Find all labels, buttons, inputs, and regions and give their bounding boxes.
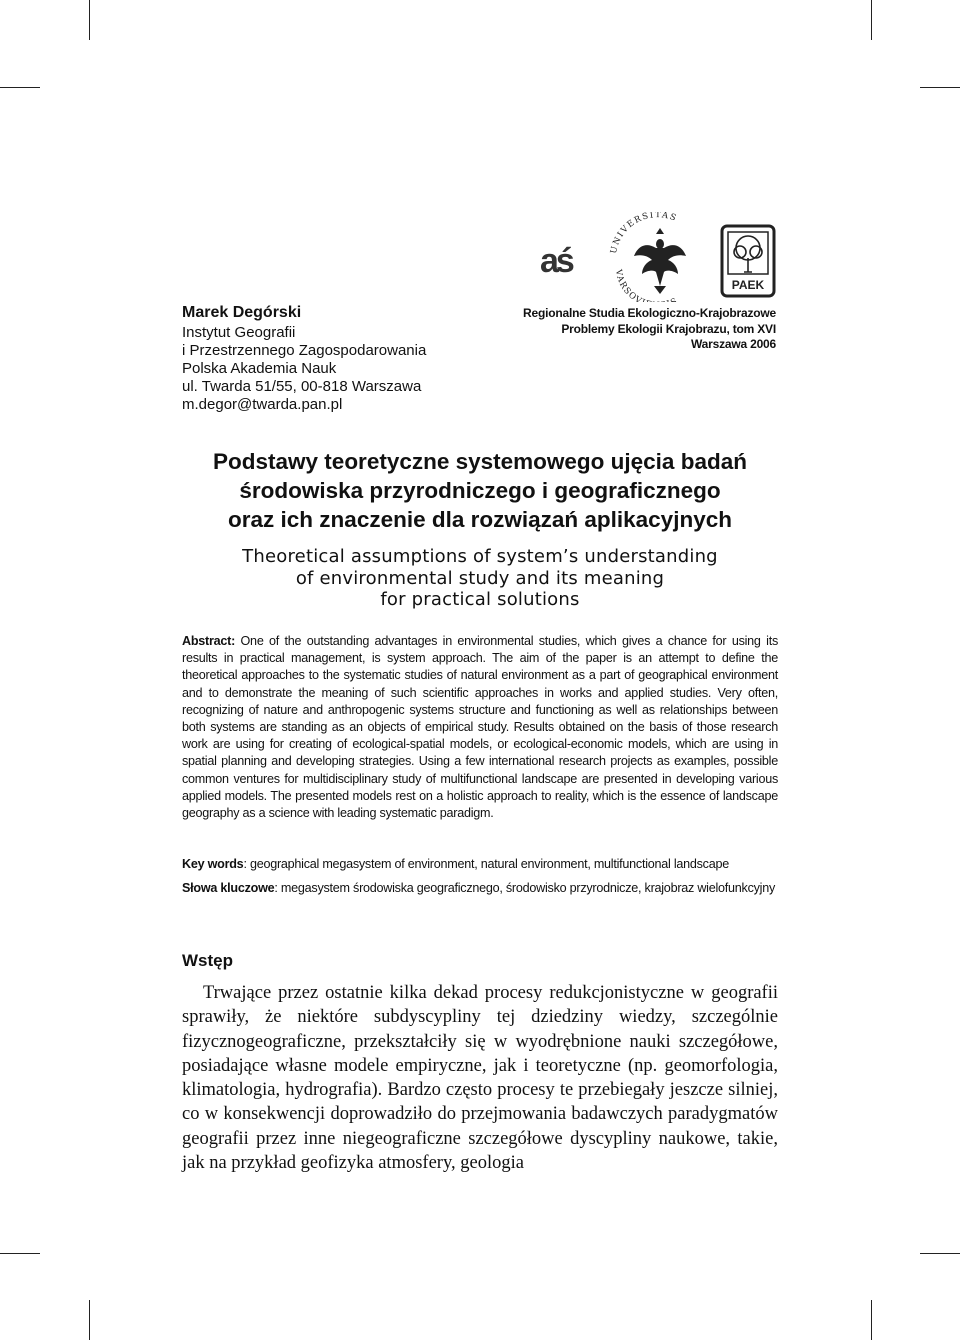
abstract — [182, 633, 778, 822]
slowa-kluczowe — [182, 880, 778, 897]
eagle-icon — [634, 228, 686, 294]
slowa-label: Słowa kluczowe — [182, 881, 275, 895]
author-affiliation-line: i Przestrzennego Zagospodarowania — [182, 342, 427, 359]
as-logo-text: aś — [540, 242, 572, 280]
paek-logo — [722, 226, 774, 296]
title-en-line: of environmental study and its meaning — [295, 567, 665, 589]
crop-mark-right-bottom — [920, 1253, 960, 1254]
university-seal — [609, 212, 698, 302]
crop-mark-bottom-left — [89, 1300, 90, 1340]
slowa-text: : megasystem środowiska geograficznego, środowisko przyrodnicze, krajobraz wielofunkcyjny — [274, 881, 776, 895]
seal-top-text: UNIVERSITAS — [608, 212, 679, 255]
title-english — [150, 546, 810, 611]
series-line: Regionalne Studia Ekologiczno-Krajobrazowe — [523, 306, 776, 320]
author-name: Marek Degórski — [182, 304, 302, 321]
logos-svg — [538, 212, 778, 302]
series-info — [456, 306, 776, 353]
body-paragraph: Trwające przez ostatnie kilka dekad procesy redukcjonistyczne w geografii sprawiły, że niektóre subdyscypliny tej dziedziny wiedzy, szczególnie fizycznogeograficzne, przekształciły się w wyodrębnione nauki szczegółowe, posiadające własne modele empiryczne, jak i teoretyczne (np. geomorfologia, klimatologia, hydrografia). Bardzo często procesy te przebiegały jeszcze silniej, co w konsekwencji doprowadziło do przejmowania badawczych paradygmatów geografii przez inne niegeograficzne szczegółowe dyscypliny naukowe, takie, jak na przykład geofizyka atmosfery, geologia — [182, 983, 778, 1174]
keywords-label: Key words — [182, 857, 244, 871]
seal-bottom-text: VARSOV — [612, 268, 645, 302]
abstract-text: One of the outstanding advantages in environmental studies, which gives a chance for using its results in practical management, is system approach. The aim of the paper is an attempt to define the theoretical approaches to the systematic studies of natural environment as a part of geographical environment and to demonstrate the meaning of such scientific approaches in works and applied studies. Very often, recognizing of nature and anthropogenic systems structure and functioning as well as relationships between both systems are standing as an objects of empirical study. Results obtained on the basis of those research work are using for creating of ecological-spatial models, or ecological-economic models, which are using in spatial planning and developing strategies. Using a few international research projects as examples, possible common ventures for multidisciplinary study of multifunctional landscape are presented in developing various applied models. The presented models rest on a holistic approach to reality, which is the essence of landscape geography as a science with leading systematic paradigm. — [182, 634, 778, 821]
as-logo — [540, 242, 574, 280]
author-email: m.degor@twarda.pan.pl — [182, 396, 343, 413]
series-line: Problemy Ekologii Krajobrazu, tom XVI — [561, 321, 776, 336]
crop-mark-left-bottom — [0, 1253, 40, 1254]
crop-mark-top-left — [89, 0, 90, 40]
section-heading: Wstęp — [182, 951, 233, 970]
crop-mark-right-top — [920, 87, 960, 88]
paek-text: PAEK — [731, 278, 765, 292]
author-block — [182, 304, 482, 414]
svg-text:VARSOVIENSIS — [613, 268, 680, 302]
crop-mark-bottom-right — [871, 1300, 872, 1340]
series-line: Warszawa 2006 — [690, 337, 776, 351]
publisher-logos — [538, 212, 778, 302]
title-en-line: Theoretical assumptions of system’s understanding — [242, 546, 718, 567]
title-pl-line: Podstawy teoretyczne systemowego ujęcia badań — [213, 449, 747, 474]
title-pl-line: środowiska przyrodniczego i geograficznego — [239, 478, 721, 503]
title-pl-line: oraz ich znaczenie dla rozwiązań aplikacyjnych — [228, 507, 732, 532]
abstract-label: Abstract: — [182, 634, 236, 648]
author-affiliation-line: Instytut Geografii — [182, 324, 296, 341]
author-affiliation-line: Polska Akademia Nauk — [182, 360, 337, 377]
title-polish — [150, 447, 810, 534]
title-en-line: for practical solutions — [380, 589, 580, 610]
keywords — [182, 856, 778, 873]
crop-mark-top-right — [871, 0, 872, 40]
crop-mark-left-top — [0, 87, 40, 88]
body-text — [182, 981, 778, 1175]
keywords-text: : geographical megasystem of environment, natural environment, multifunctional landscape — [243, 857, 729, 871]
author-address-line: ul. Twarda 51/55, 00-818 Warszawa — [182, 378, 422, 395]
